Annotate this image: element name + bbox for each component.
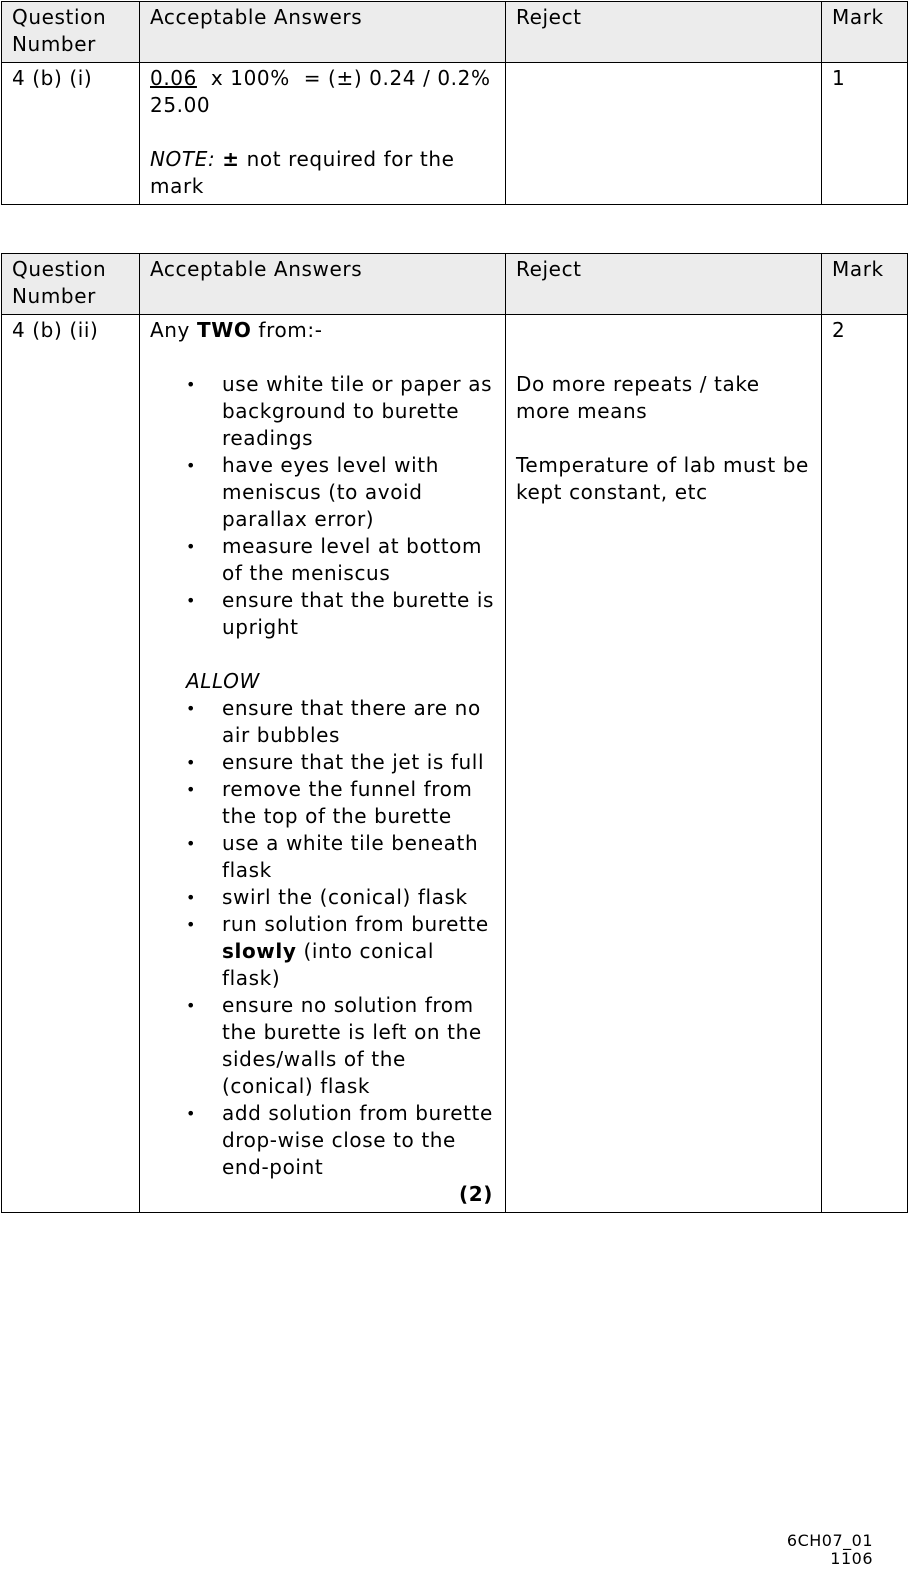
fraction-denominator: 25.00 (150, 93, 211, 117)
mark-scheme-table-4bii (1, 253, 908, 1213)
acceptable-answers-cell (140, 315, 506, 1213)
header-mark: Mark (822, 2, 908, 63)
calculation-expression: x 100% = (±) 0.24 / 0.2% (196, 66, 491, 90)
acceptable-answers-cell (140, 63, 506, 205)
page-footer (787, 1532, 873, 1568)
slowly-after: (into conical flask) (222, 939, 434, 990)
header-acceptable-answers: Acceptable Answers (140, 2, 506, 63)
list-item: • add solution from burette drop-wise close to the end-point (186, 1100, 495, 1181)
intro-suffix: from:- (251, 318, 323, 342)
question-number: 4 (b) (i) (2, 63, 140, 205)
note-label: NOTE: (150, 147, 216, 171)
answer-row (2, 315, 908, 1213)
header-row (2, 2, 908, 63)
list-item: • measure level at bottom of the meniscus (186, 533, 495, 587)
header-mark: Mark (822, 254, 908, 315)
calculation (150, 65, 495, 92)
list-item: • have eyes level with meniscus (to avoid parallax error) (186, 452, 495, 533)
mark-cell: 1 (822, 63, 908, 205)
header-question-number: Question Number (2, 254, 140, 315)
session-code: 1106 (830, 1549, 873, 1568)
list-item: • ensure that there are no air bubbles (186, 695, 495, 749)
note-text: not required for the mark (150, 147, 455, 198)
note-symbol: ± (222, 147, 240, 171)
reject-cell (506, 315, 822, 1213)
slowly-before: run solution from burette (222, 912, 496, 936)
header-question-number: Question Number (2, 2, 140, 63)
header-row (2, 254, 908, 315)
fraction-numerator: 0.06 (150, 66, 197, 90)
list-item: • ensure that the jet is full (186, 749, 495, 776)
intro-prefix: Any (150, 318, 197, 342)
allow-label: ALLOW (186, 669, 260, 693)
list-item: • swirl the (conical) flask (186, 884, 495, 911)
list-item (186, 911, 495, 992)
slowly-bold: slowly (222, 939, 297, 963)
list-item: • ensure no solution from the burette is left on the sides/walls of the (conical) flask (186, 992, 495, 1100)
allow-list (150, 695, 495, 1181)
list-item: • use a white tile beneath flask (186, 830, 495, 884)
reject-item: Temperature of lab must be kept constant, etc (516, 453, 809, 504)
list-item: • ensure that the burette is upright (186, 587, 495, 641)
paper-code: 6CH07_01 (786, 1531, 873, 1550)
mark-cell: 2 (822, 315, 908, 1213)
note (150, 146, 495, 200)
list-item: • remove the funnel from the top of the burette (186, 776, 495, 830)
total-marks: (2) (459, 1182, 493, 1206)
reject-item: Do more repeats / take more means (516, 372, 760, 423)
intro-bold: TWO (196, 318, 252, 342)
intro (150, 317, 495, 344)
reject-cell (506, 63, 822, 205)
answer-row (2, 63, 908, 205)
header-reject: Reject (506, 2, 822, 63)
list-item: • use white tile or paper as background to burette readings (186, 371, 495, 452)
mark-scheme-table-4bi (1, 1, 908, 205)
question-number: 4 (b) (ii) (2, 315, 140, 1213)
header-reject: Reject (506, 254, 822, 315)
answer-list (150, 371, 495, 641)
header-acceptable-answers: Acceptable Answers (140, 254, 506, 315)
